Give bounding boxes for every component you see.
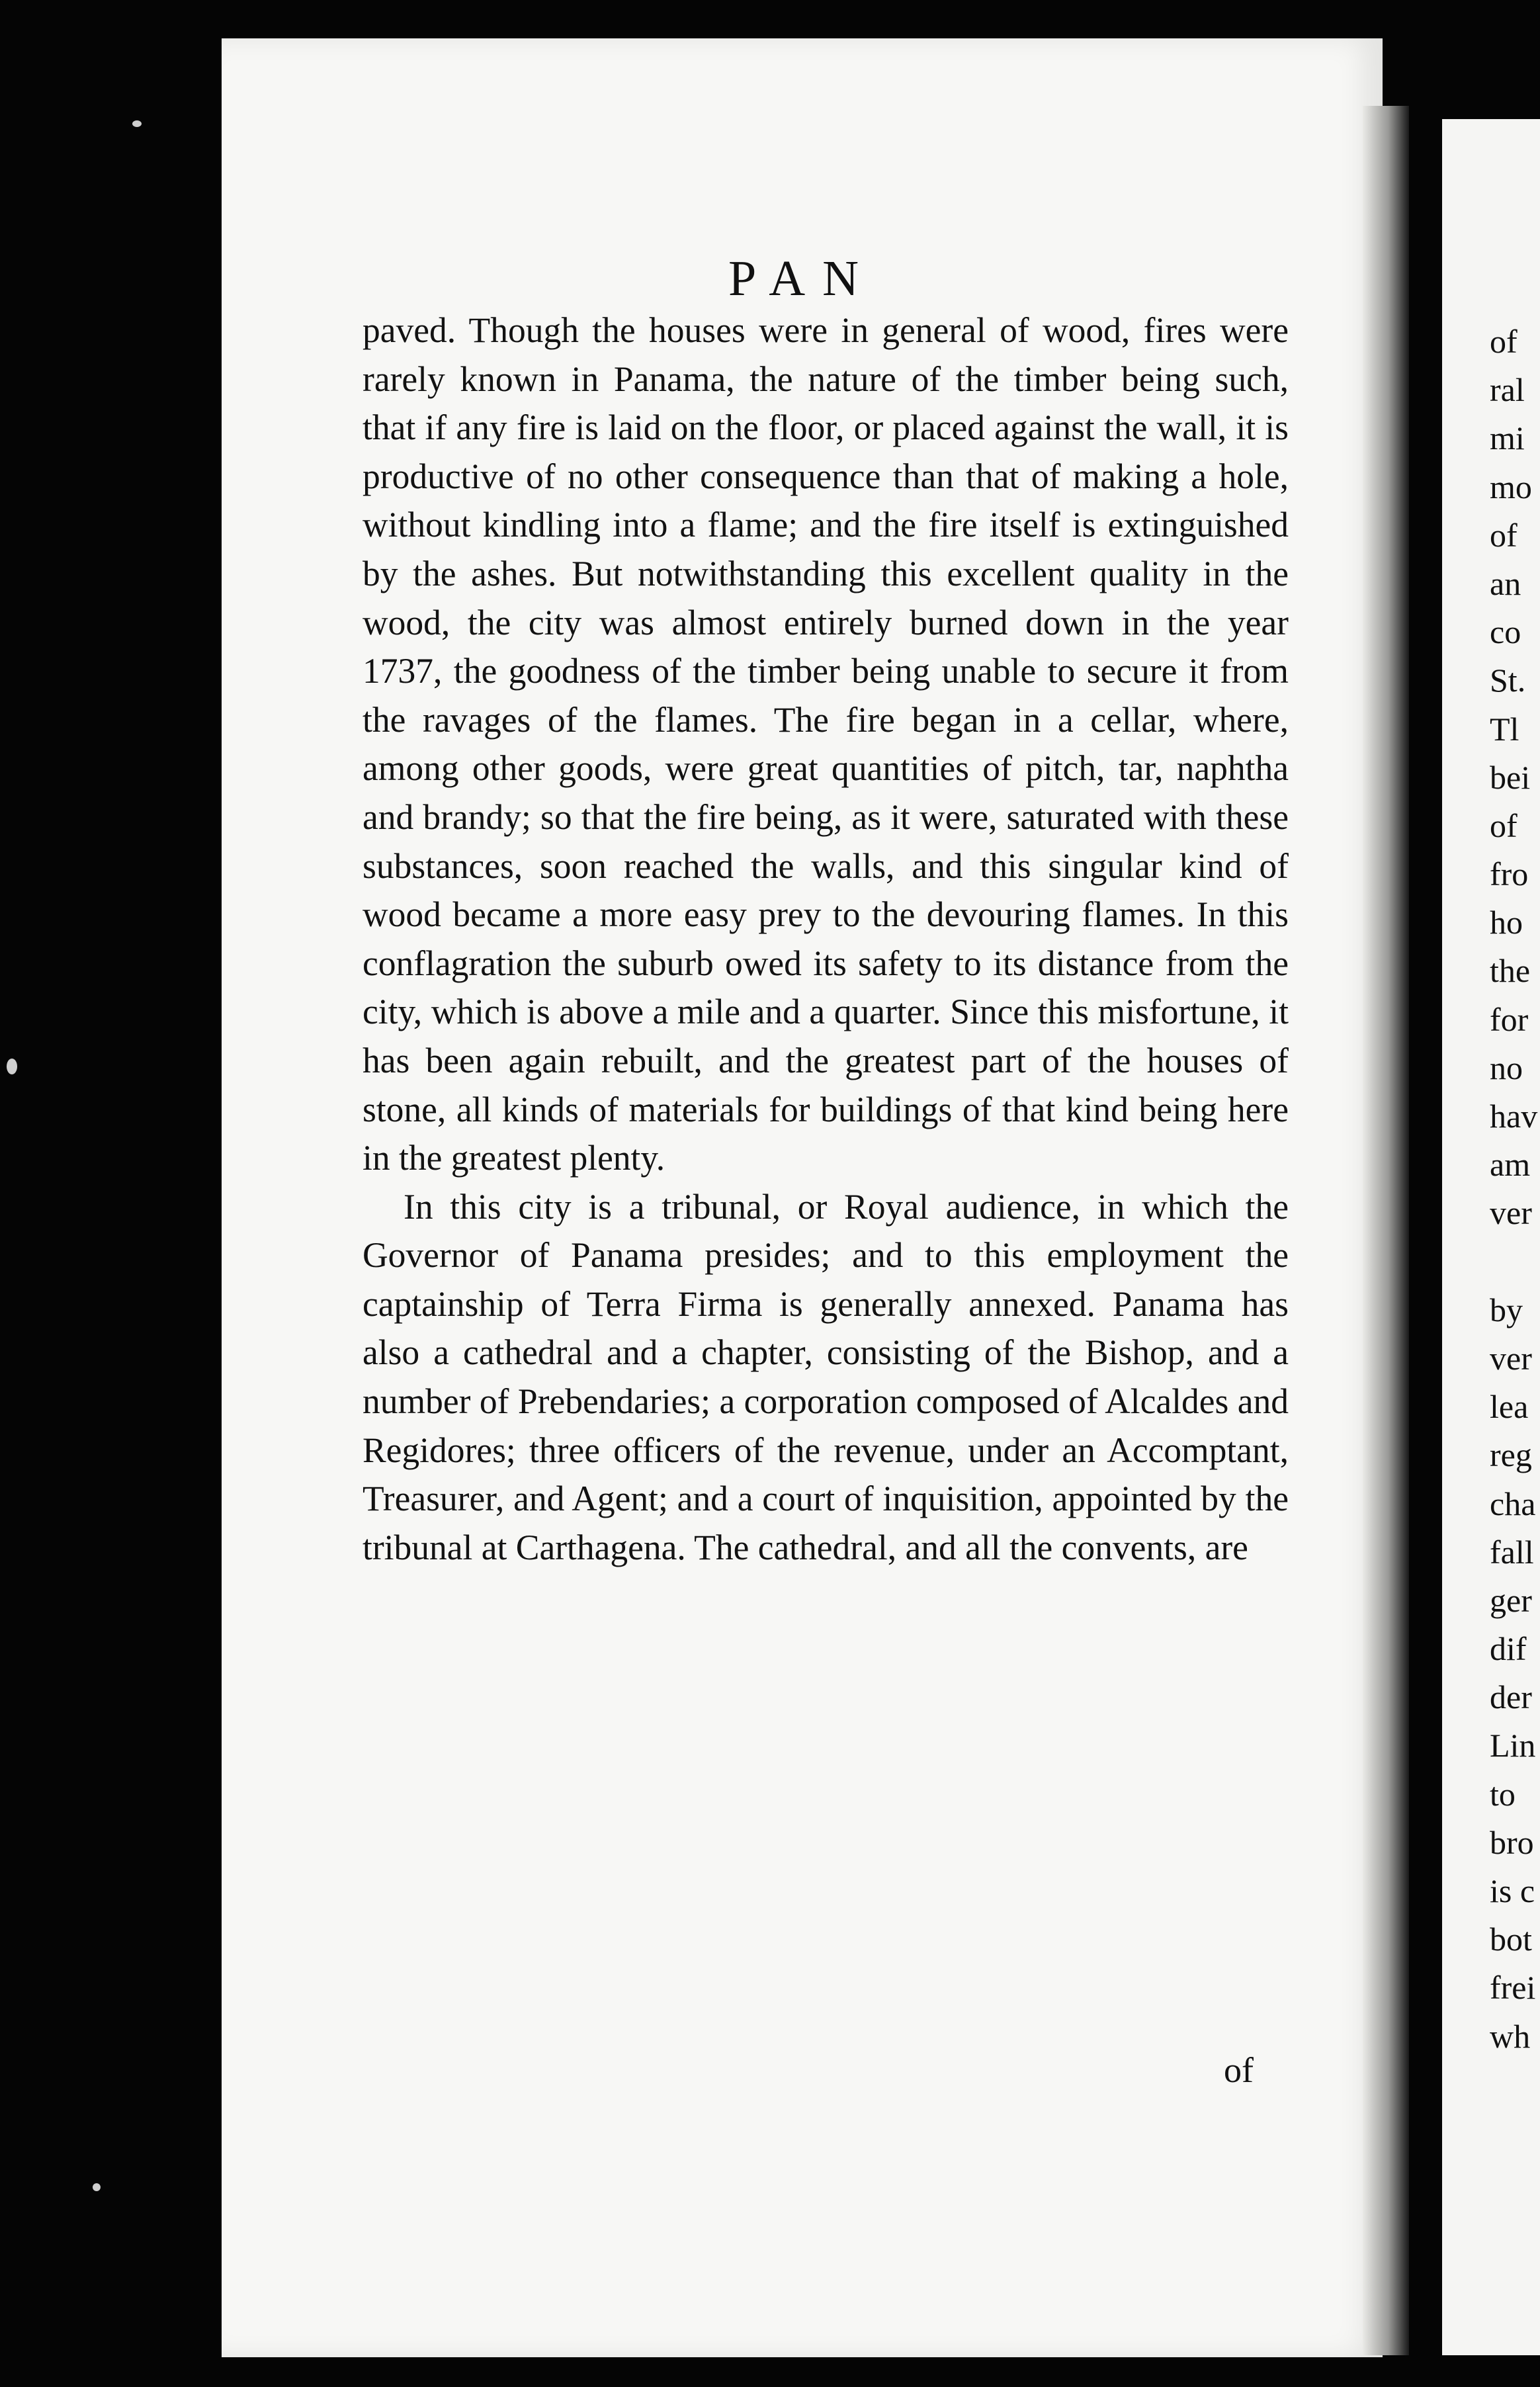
facing-page-line: by xyxy=(1490,1291,1523,1328)
page-gutter xyxy=(1363,106,1409,2355)
facing-page-line: mo xyxy=(1490,468,1532,505)
facing-page-line: of xyxy=(1490,806,1518,844)
facing-page-line: Tl xyxy=(1490,710,1519,748)
facing-page-line: for xyxy=(1490,1000,1529,1038)
facing-page xyxy=(1442,119,1540,2355)
facing-page-line: frei xyxy=(1490,1969,1536,2007)
facing-page-line: dif xyxy=(1490,1630,1527,1668)
facing-page-line: bei xyxy=(1490,758,1531,796)
facing-page-line: no xyxy=(1490,1049,1523,1086)
facing-page-line: bot xyxy=(1490,1921,1532,1958)
facing-page-line: of xyxy=(1490,516,1518,554)
facing-page-line: of xyxy=(1490,323,1518,360)
facing-page-line: ho xyxy=(1490,904,1523,941)
scan-speck xyxy=(132,120,142,127)
facing-page-line: lea xyxy=(1490,1388,1529,1426)
paragraph: paved. Though the houses were in general of wood, fires were rarely known in Panama, the nature of the timber being such, that if any fire is laid on the floor, or placed against the wall, it is productive of no other consequence than that of making a hole, without kindling into a flame; and the fire itself is extinguished by the ashes. But notwithstanding this excellent quality in the wood, the city was almost entirely burned down in the year 1737, the goodness of the timber being unable to secure it from the ravages of the flames. The fire began in a cellar, where, among other goods, were great quantities of pitch, tar, naphtha and brandy; so that the fire being, as it were, saturated with these substances, soon reached the walls, and this singular kind of wood became a more easy prey to the devouring flames. In this conflagration the suburb owed its safety to its distance from the city, which is above a mile and a quarter. Since this misfortune, it has been again rebuilt, and the greatest part of the houses of stone, all kinds of materials for buildings of that kind being here in the greatest plenty. xyxy=(363,310,1289,1178)
facing-page-line: is c xyxy=(1490,1872,1535,1909)
scan-speck xyxy=(7,1059,17,1074)
facing-page-line: co xyxy=(1490,613,1521,651)
facing-page-line: hav xyxy=(1490,1098,1538,1135)
scan-speck xyxy=(93,2183,101,2191)
facing-page-line: the xyxy=(1490,952,1531,990)
facing-page-line: wh xyxy=(1490,2017,1531,2055)
facing-page-line: to xyxy=(1490,1775,1516,1813)
facing-page-line: am xyxy=(1490,1146,1531,1184)
paragraph: In this city is a tribunal, or Royal audience, in which the Governor of Panama presides; and to this employment the captainship of Terra Firma is generally annexed. Panama has also a cathedral and a chapter, consisting of the Bishop, and a number of Prebendaries; a corporation composed of Alcaldes and Regidores; three officers of the revenue, under an Accomptant, Treasurer, and Agent; and a court of inquisition, appointed by the tribunal at Carthagena. The cathedral, and all the convents, are xyxy=(363,1186,1289,1567)
facing-page-line: der xyxy=(1490,1678,1532,1716)
facing-page-text xyxy=(1490,318,1540,2061)
catchword: of xyxy=(1224,2050,1254,2090)
facing-page-line: St. xyxy=(1490,662,1526,699)
body-text xyxy=(363,306,1289,1572)
running-header: PAN xyxy=(728,251,877,306)
facing-page-line: cha xyxy=(1490,1485,1536,1522)
facing-page-line: reg xyxy=(1490,1436,1532,1474)
facing-page-line: an xyxy=(1490,564,1521,602)
facing-page-line: fall xyxy=(1490,1533,1534,1571)
facing-page-line: mi xyxy=(1490,419,1525,457)
facing-page-line: ral xyxy=(1490,371,1525,409)
facing-page-line: Lin xyxy=(1490,1727,1536,1764)
facing-page-line: bro xyxy=(1490,1823,1534,1861)
facing-page-line: ger xyxy=(1490,1581,1532,1619)
facing-page-line: ver xyxy=(1490,1339,1532,1377)
facing-page-line: ver xyxy=(1490,1194,1532,1232)
facing-page-line: fro xyxy=(1490,855,1529,893)
